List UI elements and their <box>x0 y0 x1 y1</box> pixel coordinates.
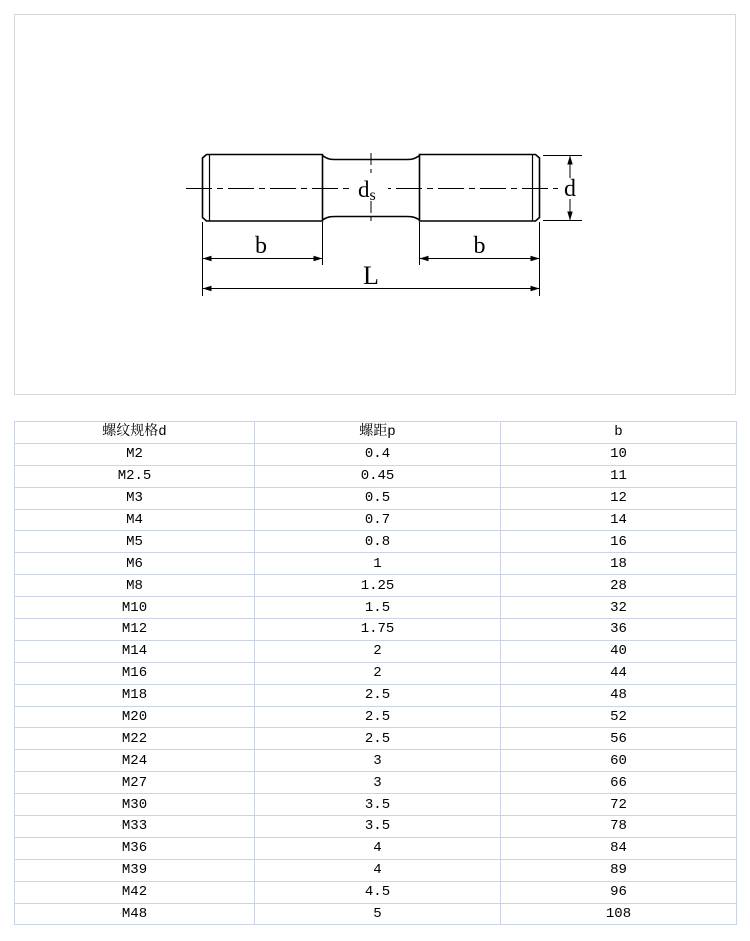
table-row <box>15 772 737 794</box>
arrow-right-icon <box>531 256 540 261</box>
dimension-b-right <box>420 233 540 261</box>
table-cell: 40 <box>501 640 737 662</box>
table-cell: M48 <box>15 903 255 925</box>
table-cell: M10 <box>15 597 255 619</box>
table-cell: 0.45 <box>255 465 501 487</box>
table-cell: 4.5 <box>255 881 501 903</box>
table-cell: 14 <box>501 509 737 531</box>
arrow-left-icon <box>203 286 212 291</box>
table-row <box>15 640 737 662</box>
table-cell: M24 <box>15 750 255 772</box>
table-cell: M2 <box>15 443 255 465</box>
table-cell: 0.5 <box>255 487 501 509</box>
table-cell: M4 <box>15 509 255 531</box>
table-cell: M6 <box>15 553 255 575</box>
table-row <box>15 837 737 859</box>
table-cell: 5 <box>255 903 501 925</box>
table-cell: M16 <box>15 662 255 684</box>
table-body <box>15 443 737 925</box>
arrow-right-icon <box>531 286 540 291</box>
table-row <box>15 531 737 553</box>
table-cell: M22 <box>15 728 255 750</box>
table-cell: 12 <box>501 487 737 509</box>
table-cell: 66 <box>501 772 737 794</box>
table-row <box>15 816 737 838</box>
table-cell: M42 <box>15 881 255 903</box>
dimension-L <box>203 261 540 291</box>
table-cell: 10 <box>501 443 737 465</box>
table-cell: 2 <box>255 640 501 662</box>
total-length-label: L <box>363 261 379 290</box>
table-row <box>15 684 737 706</box>
table-cell: M12 <box>15 619 255 641</box>
arrow-left-icon <box>203 256 212 261</box>
table-row <box>15 794 737 816</box>
table-cell: M8 <box>15 575 255 597</box>
table-cell: 60 <box>501 750 737 772</box>
table-row <box>15 728 737 750</box>
table-cell: M20 <box>15 706 255 728</box>
table-cell: 36 <box>501 619 737 641</box>
table-cell: 1.75 <box>255 619 501 641</box>
stud-spec-table <box>14 421 737 925</box>
table-row <box>15 750 737 772</box>
table-cell: M36 <box>15 837 255 859</box>
table-cell: 1.25 <box>255 575 501 597</box>
thread-length-right-label: b <box>473 233 486 259</box>
arrow-up-icon <box>567 156 572 165</box>
table-row <box>15 859 737 881</box>
table-cell: 56 <box>501 728 737 750</box>
table-cell: 108 <box>501 903 737 925</box>
dimension-d <box>543 156 582 221</box>
table-cell: 4 <box>255 837 501 859</box>
table-cell: M5 <box>15 531 255 553</box>
column-header-thread-spec: 螺纹规格d <box>15 422 255 444</box>
table-row <box>15 553 737 575</box>
table-cell: 1.5 <box>255 597 501 619</box>
table-cell: 52 <box>501 706 737 728</box>
table-cell: 3 <box>255 772 501 794</box>
table-cell: 44 <box>501 662 737 684</box>
table-cell: 96 <box>501 881 737 903</box>
table-cell: M33 <box>15 816 255 838</box>
table-cell: M2.5 <box>15 465 255 487</box>
table-cell: 0.4 <box>255 443 501 465</box>
table-cell: 4 <box>255 859 501 881</box>
table-header-row <box>15 422 737 444</box>
table-cell: 3.5 <box>255 816 501 838</box>
table-row <box>15 597 737 619</box>
stud-bolt-diagram <box>15 15 735 394</box>
left-threaded-section <box>203 155 323 222</box>
table-cell: 16 <box>501 531 737 553</box>
column-header-pitch: 螺距p <box>255 422 501 444</box>
table-row <box>15 487 737 509</box>
table-row <box>15 443 737 465</box>
table-row <box>15 575 737 597</box>
thread-length-left-label: b <box>255 233 267 259</box>
arrow-right-icon <box>314 256 323 261</box>
right-threaded-section <box>420 155 540 222</box>
table-cell: 84 <box>501 837 737 859</box>
table-cell: 28 <box>501 575 737 597</box>
diameter-label: d <box>564 176 576 202</box>
table-row <box>15 619 737 641</box>
arrow-left-icon <box>420 256 429 261</box>
table-cell: 89 <box>501 859 737 881</box>
table-cell: M27 <box>15 772 255 794</box>
shank-diameter-label: ds <box>358 177 376 204</box>
table-row <box>15 881 737 903</box>
table-cell: 2.5 <box>255 706 501 728</box>
dimension-b-left <box>203 233 323 261</box>
table-cell: M18 <box>15 684 255 706</box>
table-cell: 18 <box>501 553 737 575</box>
table-cell: 2.5 <box>255 728 501 750</box>
table-cell: 2 <box>255 662 501 684</box>
table-cell: 11 <box>501 465 737 487</box>
table-cell: 0.7 <box>255 509 501 531</box>
table-cell: 72 <box>501 794 737 816</box>
table-cell: 2.5 <box>255 684 501 706</box>
table-row <box>15 903 737 925</box>
table-cell: 3 <box>255 750 501 772</box>
table-cell: M30 <box>15 794 255 816</box>
technical-drawing-panel <box>14 14 736 395</box>
table-cell: 1 <box>255 553 501 575</box>
table-cell: 3.5 <box>255 794 501 816</box>
table-cell: M39 <box>15 859 255 881</box>
table-cell: M14 <box>15 640 255 662</box>
table-cell: M3 <box>15 487 255 509</box>
table-cell: 78 <box>501 816 737 838</box>
table-cell: 32 <box>501 597 737 619</box>
table-row <box>15 509 737 531</box>
table-row <box>15 465 737 487</box>
column-header-b: b <box>501 422 737 444</box>
arrow-down-icon <box>567 212 572 221</box>
table-cell: 0.8 <box>255 531 501 553</box>
table-row <box>15 706 737 728</box>
table-cell: 48 <box>501 684 737 706</box>
table-row <box>15 662 737 684</box>
